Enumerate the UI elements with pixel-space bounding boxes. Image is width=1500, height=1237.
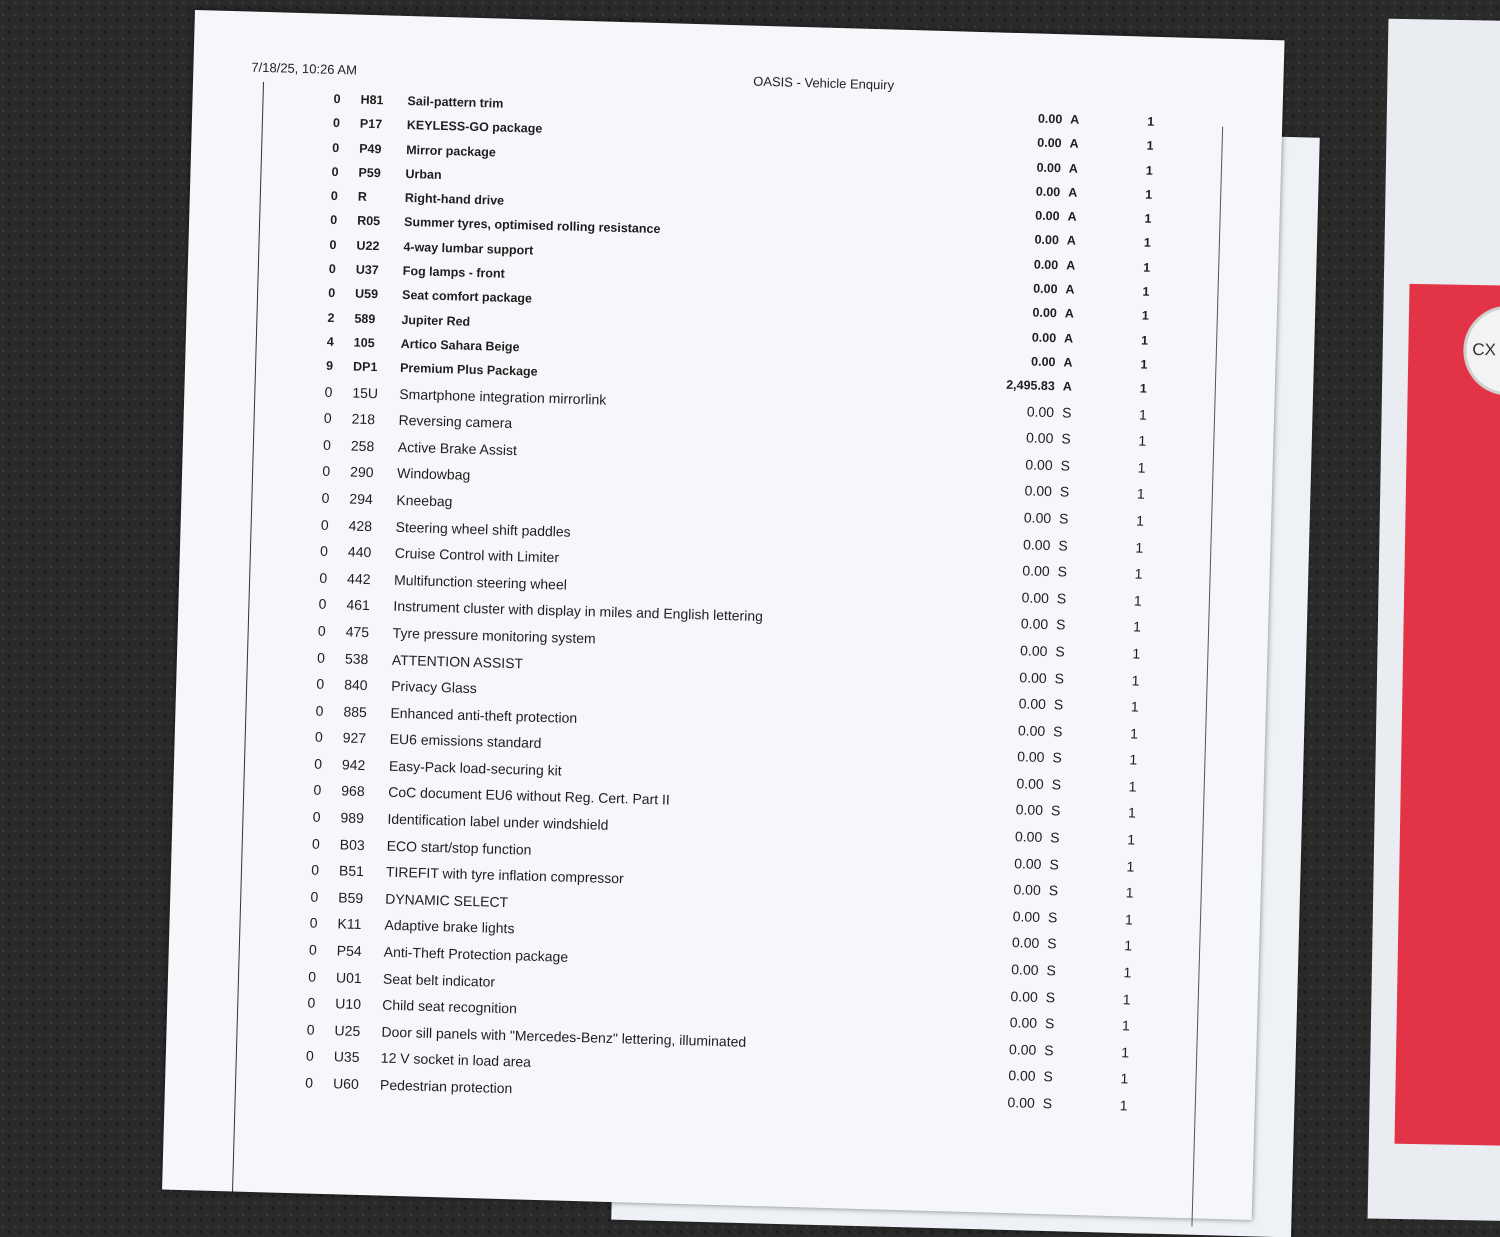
option-count: 1 [1131,671,1140,689]
option-count: 1 [1125,884,1134,901]
option-price: 0.00 [1036,160,1062,175]
option-list [165,84,1283,1124]
option-count: 1 [1124,911,1133,928]
option-code: U35 [333,1048,360,1066]
option-code: 968 [341,782,365,800]
option-code: U60 [332,1075,359,1092]
option-description: Identification label under windshield [387,810,609,833]
option-price: 0.00 [1009,1014,1038,1032]
option-count: 1 [1142,260,1151,275]
option-qty: 0 [314,728,323,746]
option-code: U37 [355,262,379,278]
option-type: S [1059,483,1070,500]
option-type: S [1055,616,1066,633]
option-description: Tyre pressure monitoring system [392,624,596,647]
option-description: Jupiter Red [401,312,471,329]
option-type: A [1066,258,1076,273]
option-description: Multifunction steering wheel [393,571,568,593]
option-description: TIREFIT with tyre inflation compressor [385,863,624,887]
option-code: U25 [334,1022,361,1039]
option-qty: 0 [305,1047,315,1065]
option-price: 0.00 [1022,535,1051,553]
option-code: 942 [341,756,366,773]
option-count: 1 [1137,459,1146,476]
option-count: 1 [1138,432,1147,449]
option-type: S [1050,829,1060,846]
option-type: S [1052,722,1063,740]
option-code: U59 [354,286,379,302]
option-description: Cruise Control with Limiter [394,544,560,566]
option-type: A [1064,306,1075,322]
option-qty: 0 [308,968,317,985]
seal-badge: CX [1463,305,1500,397]
option-qty: 2 [327,310,335,325]
option-price: 0.00 [1024,482,1053,500]
option-price: 0.00 [1031,330,1057,345]
option-description: Child seat recognition [382,996,518,1017]
option-price: 0.00 [1035,184,1061,200]
option-qty: 0 [327,286,336,301]
option-qty: 0 [324,383,333,400]
option-qty: 0 [315,702,324,719]
option-description: Kneebag [396,491,453,510]
option-count: 1 [1135,512,1145,529]
option-type: A [1068,161,1079,176]
option-qty: 0 [320,516,329,533]
option-qty: 0 [319,569,328,586]
option-count: 1 [1127,804,1136,822]
option-qty: 0 [317,622,326,639]
option-type: S [1049,855,1060,873]
option-type: S [1050,802,1061,819]
option-count: 1 [1145,163,1154,178]
option-price: 0.00 [1033,281,1058,297]
option-count: 1 [1134,565,1143,582]
option-code: 885 [343,703,368,720]
option-description: KEYLESS-GO package [406,118,543,137]
option-type: A [1063,355,1073,370]
option-description: ATTENTION ASSIST [391,651,524,671]
option-description: Adaptive brake lights [384,917,515,937]
vehicle-enquiry-printout [162,10,1285,1220]
option-count: 1 [1132,645,1141,662]
option-price: 0.00 [1037,135,1062,151]
option-qty: 0 [316,649,326,666]
option-price: 0.00 [1007,1094,1036,1111]
option-code: 475 [345,623,370,641]
option-code: 218 [351,410,376,428]
option-qty: 0 [312,808,321,825]
option-code: P17 [359,116,383,132]
option-code: 840 [344,676,368,694]
option-price: 0.00 [1030,354,1056,370]
option-qty: 4 [326,334,334,349]
option-type: S [1042,1095,1053,1112]
option-count: 1 [1144,211,1152,226]
option-code: 461 [346,596,371,614]
option-count: 1 [1122,990,1131,1008]
option-code: R [357,189,368,205]
option-description: 12 V socket in load area [380,1050,532,1071]
option-qty: 0 [332,140,340,155]
option-qty: 0 [321,489,330,506]
option-price: 0.00 [1019,642,1048,659]
option-code: 258 [350,437,375,454]
option-type: A [1070,112,1080,127]
option-price: 0.00 [1013,881,1041,899]
option-qty: 0 [332,116,341,131]
option-code: P49 [359,141,382,156]
option-code: B59 [338,889,364,906]
option-description: Right-hand drive [404,191,505,208]
option-count: 1 [1142,284,1150,299]
option-count: 1 [1126,831,1136,848]
option-qty: 0 [308,941,318,958]
option-code: K11 [337,915,362,933]
option-qty: 0 [322,436,332,453]
option-code: P54 [336,942,362,960]
option-description: Smartphone integration mirrorlink [399,385,607,408]
option-description: Steering wheel shift paddles [395,518,571,540]
page-title: OASIS - Vehicle Enquiry [753,73,895,93]
option-code: 589 [354,311,376,326]
option-count: 1 [1136,485,1145,503]
option-count: 1 [1132,618,1142,635]
option-description: Mirror package [405,142,496,160]
option-count: 1 [1120,1070,1129,1087]
option-type: A [1068,185,1078,200]
option-count: 1 [1119,1097,1128,1114]
option-price: 0.00 [1025,429,1054,447]
option-type: S [1058,536,1068,554]
option-type: S [1056,590,1067,607]
option-type: S [1058,510,1069,527]
option-qty: 0 [313,755,323,772]
option-price: 0.00 [1035,208,1060,224]
option-qty: 0 [311,835,321,852]
option-type: S [1051,776,1062,793]
option-code: 989 [340,809,365,827]
option-count: 1 [1138,406,1148,423]
option-type: S [1055,643,1065,660]
option-description: CoC document EU6 without Reg. Cert. Part II [388,784,671,809]
option-description: DYNAMIC SELECT [385,890,509,910]
option-price: 0.00 [1019,668,1047,686]
option-type: S [1044,1041,1054,1059]
option-qty: 0 [311,861,320,879]
option-description: Premium Plus Package [399,361,538,379]
option-code: B03 [339,836,365,853]
option-description: 4-way lumbar support [403,239,534,258]
option-description: Reversing camera [398,412,513,432]
option-code: 442 [346,570,371,587]
option-code: U10 [335,995,362,1013]
option-code: 538 [344,649,369,667]
option-count: 1 [1143,236,1152,251]
option-code: 927 [342,729,367,747]
option-count: 1 [1140,333,1149,348]
option-count: 1 [1130,698,1139,715]
option-description: Sail-pattern trim [407,93,504,111]
option-count: 1 [1145,187,1153,202]
option-type: A [1069,136,1079,152]
option-qty: 9 [325,359,334,374]
option-price: 0.00 [1010,987,1039,1005]
option-type: A [1065,282,1075,297]
option-price: 0.00 [1008,1040,1037,1058]
option-description: Fog lamps - front [402,263,506,281]
option-description: Pedestrian protection [379,1076,513,1097]
option-code: U22 [356,238,380,254]
option-count: 1 [1123,964,1132,981]
option-description: Door sill panels with "Mercedes-Benz" lettering, illuminated [381,1023,747,1050]
option-type: S [1061,430,1071,447]
option-type: A [1066,233,1077,249]
option-price: 2,495.83 [1005,378,1056,394]
option-count: 1 [1146,138,1154,154]
option-description: Artico Sahara Beige [400,336,520,355]
option-price: 0.00 [1012,908,1041,925]
option-qty: 0 [330,189,339,204]
option-count: 1 [1121,1017,1131,1034]
option-qty: 0 [333,91,341,107]
option-price: 0.00 [1018,695,1047,713]
option-code: 294 [349,490,373,508]
option-price: 0.00 [1033,257,1059,272]
option-count: 1 [1121,1044,1130,1061]
option-type: S [1043,1068,1054,1085]
option-qty: 0 [310,888,319,905]
option-qty: 0 [331,164,339,179]
option-description: Privacy Glass [390,677,477,697]
option-count: 1 [1139,381,1147,396]
option-type: A [1063,331,1074,346]
option-code: 105 [353,335,375,351]
option-qty: 0 [316,675,325,692]
option-price: 0.00 [1016,775,1044,792]
option-description: Instrument cluster with display in miles and English lettering [393,598,764,625]
option-price: 0.00 [1014,854,1042,872]
option-description: Windowbag [396,465,471,484]
option-type: S [1052,749,1063,766]
option-price: 0.00 [1020,615,1049,633]
option-type: S [1046,962,1057,979]
option-type: S [1057,563,1068,580]
option-count: 1 [1129,725,1139,742]
option-count: 1 [1128,778,1137,795]
option-price: 0.00 [1026,402,1055,420]
option-type: S [1044,1015,1055,1032]
option-type: S [1054,669,1065,687]
option-code: 290 [349,463,374,481]
option-price: 0.00 [1022,562,1050,580]
option-qty: 0 [322,463,331,480]
option-code: DP1 [352,359,378,375]
option-qty: 0 [306,1021,315,1038]
option-type: S [1047,935,1057,952]
option-qty: 0 [305,1074,314,1091]
option-count: 1 [1147,114,1155,129]
option-description: Urban [405,166,442,182]
option-price: 0.00 [1023,509,1052,527]
option-description: ECO start/stop function [386,837,532,858]
option-price: 0.00 [1011,934,1040,952]
option-price: 0.00 [1025,456,1053,473]
option-price: 0.00 [1032,305,1058,321]
option-count: 1 [1124,937,1133,954]
option-code: P59 [358,165,381,181]
option-count: 1 [1141,308,1149,324]
option-type: S [1045,988,1056,1006]
option-price: 0.00 [1014,828,1043,846]
option-description: Enhanced anti-theft protection [390,704,578,726]
option-price: 0.00 [1017,748,1045,766]
option-price: 0.00 [1017,721,1046,739]
red-service-card [1395,284,1500,1146]
option-price: 0.00 [1008,1067,1036,1085]
option-price: 0.00 [1021,589,1050,606]
option-type: S [1047,909,1058,926]
option-price: 0.00 [1034,233,1060,248]
option-qty: 0 [313,782,322,799]
option-code: 15U [352,384,379,401]
option-qty: 0 [307,994,316,1011]
option-price: 0.00 [1037,111,1063,127]
option-qty: 0 [319,542,329,560]
option-count: 1 [1133,592,1142,609]
option-description: Seat belt indicator [382,970,496,990]
option-count: 1 [1129,751,1138,768]
print-date: 7/18/25, 10:26 AM [251,59,358,78]
option-description: Seat comfort package [401,288,533,306]
option-qty: 0 [329,237,337,252]
option-type: S [1048,882,1059,899]
option-count: 1 [1135,539,1144,556]
option-code: U01 [335,968,362,986]
option-count: 1 [1126,858,1135,875]
option-description: Summer tyres, optimised rolling resistance [403,215,661,237]
option-qty: 0 [309,915,318,932]
option-type: S [1053,696,1064,713]
option-code: 428 [348,517,373,534]
option-price: 0.00 [1015,801,1044,819]
option-description: Easy-Pack load-securing kit [388,757,562,779]
option-description: Anti-Theft Protection package [383,943,569,965]
option-qty: 0 [330,213,338,228]
option-code: 440 [347,543,372,561]
option-description: Active Brake Assist [397,438,518,458]
option-price: 0.00 [1011,961,1039,978]
option-code: B51 [338,862,365,880]
option-qty: 0 [323,409,332,427]
option-count: 1 [1140,357,1148,372]
option-qty: 0 [318,596,327,613]
option-type: S [1061,403,1072,421]
option-type: A [1067,209,1077,224]
option-type: A [1062,379,1073,394]
option-code: R05 [356,214,381,229]
option-code: H81 [360,92,384,108]
option-description: EU6 emissions standard [389,731,542,752]
option-qty: 0 [328,261,337,277]
option-type: S [1060,457,1071,474]
